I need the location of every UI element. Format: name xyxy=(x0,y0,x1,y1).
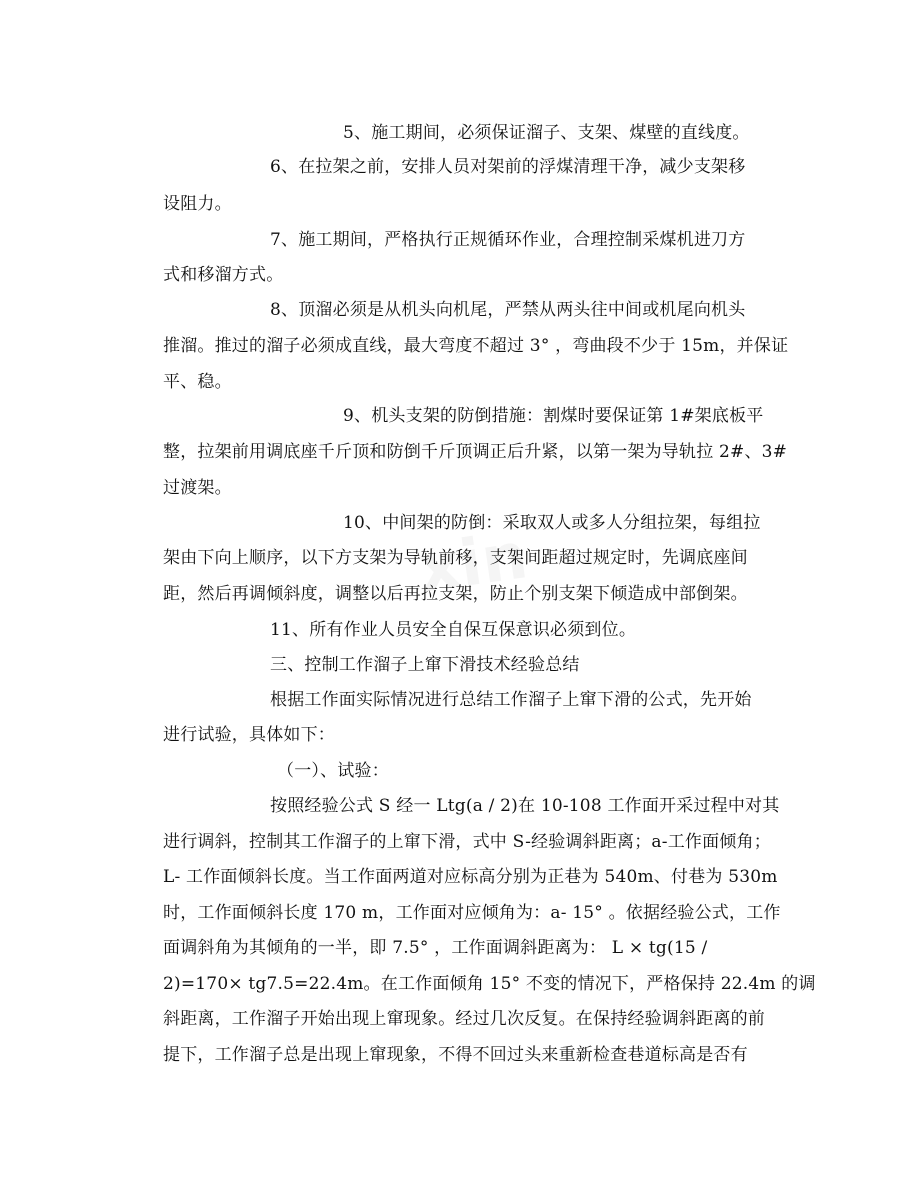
paragraph-line: 平、稳。 xyxy=(163,372,232,392)
paragraph-line: 11、所有作业人员安全自保互保意识必须到位。 xyxy=(270,620,637,640)
subsection-heading: （一）、试验： xyxy=(277,761,389,781)
paragraph-line: 设阻力。 xyxy=(163,194,232,214)
paragraph-line: 提下，工作溜子总是出现上窜现象，不得不回过头来重新检查巷道标高是否有 xyxy=(163,1045,748,1065)
paragraph-line: 9、机头支架的防倒措施：割煤时要保证第 1#架底板平 xyxy=(343,406,764,426)
paragraph-line: 进行试验，具体如下： xyxy=(163,725,335,745)
paragraph-line: 时，工作面倾斜长度 170 m，工作面对应倾角为：a- 15° 。依据经验公式，工作 xyxy=(163,903,781,923)
paragraph-line: 6、在拉架之前，安排人员对架前的浮煤清理干净，减少支架移 xyxy=(270,157,746,177)
paragraph-line: 进行调斜，控制其工作溜子的上窜下滑，式中 S-经验调斜距离；a-工作面倾角； xyxy=(163,832,771,852)
paragraph-line: 10、中间架的防倒：采取双人或多人分组拉架，每组拉 xyxy=(343,513,761,533)
paragraph-line: 7、施工期间，严格执行正规循环作业，合理控制采煤机进刀方 xyxy=(270,230,746,250)
paragraph-line: 按照经验公式 S 经一 Ltg(a / 2)在 10-108 工作面开采过程中对其 xyxy=(270,796,780,816)
paragraph-line: 根据工作面实际情况进行总结工作溜子上窜下滑的公式，先开始 xyxy=(270,690,752,710)
paragraph-line: 式和移溜方式。 xyxy=(163,265,284,285)
paragraph-line: 推溜。推过的溜子必须成直线，最大弯度不超过 3° ，弯曲段不少于 15m，并保证 xyxy=(163,336,789,356)
paragraph-line: 架由下向上顺序，以下方支架为导轨前移，支架间距超过规定时，先调底座间 xyxy=(163,548,748,568)
paragraph-line: L- 工作面倾斜长度。当工作面两道对应标高分别为正巷为 540m、付巷为 530m xyxy=(163,867,778,887)
paragraph-line: 距，然后再调倾斜度，调整以后再拉支架，防止个别支架下倾造成中部倒架。 xyxy=(163,584,748,604)
paragraph-line: 整，拉架前用调底座千斤顶和防倒千斤顶调正后升紧，以第一架为导轨拉 2#、3# xyxy=(163,442,788,462)
section-heading: 三、控制工作溜子上窜下滑技术经验总结 xyxy=(270,655,580,675)
paragraph-line: 2)=170× tg7.5=22.4m。在工作面倾角 15° 不变的情况下，严格保持 22.4m 的调 xyxy=(163,974,816,994)
paragraph-line: 斜距离，工作溜子开始出现上窜现象。经过几次反复。在保持经验调斜距离的前 xyxy=(163,1009,765,1029)
paragraph-line: 面调斜角为其倾角的一半，即 7.5° ，工作面调斜距离为： L × tg(15 / xyxy=(163,938,708,958)
paragraph-line: 过渡架。 xyxy=(163,478,232,498)
paragraph-line: 5、施工期间，必须保证溜子、支架、煤壁的直线度。 xyxy=(343,123,750,143)
paragraph-line: 8、顶溜必须是从机头向机尾，严禁从两头往中间或机尾向机头 xyxy=(270,300,746,320)
